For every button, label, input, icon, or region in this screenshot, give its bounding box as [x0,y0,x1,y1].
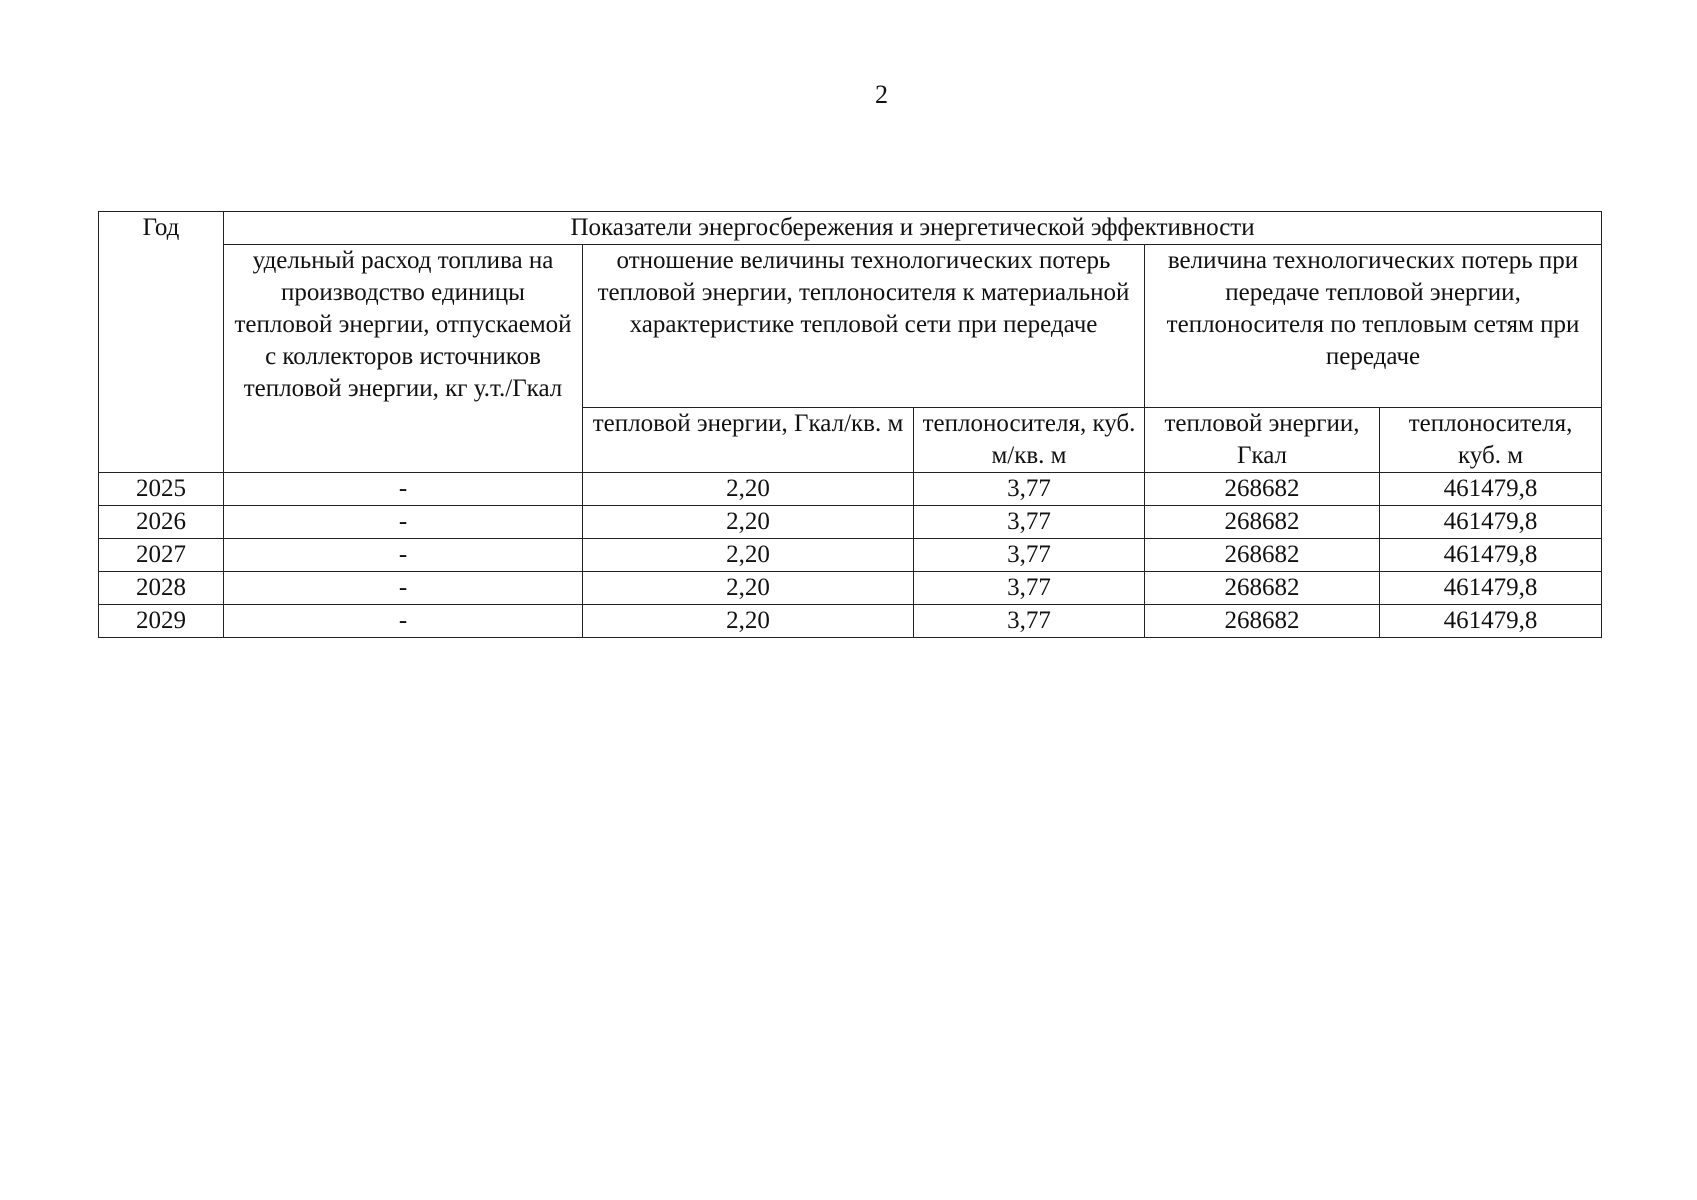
ratio-carrier-cell: 3,77 [914,605,1145,638]
table-row [99,473,1602,506]
table-row [99,605,1602,638]
fuel-cell: - [224,539,583,572]
table-header-row [99,212,1602,245]
losses-carrier-header: теплоносителя, куб. м [1380,408,1602,473]
loss-ratio-header: отношение величины технологических потерь тепловой энергии, теплоносителя к материальной характеристике тепловой сети при передаче [583,245,1145,408]
table-row [99,572,1602,605]
year-cell: 2026 [99,506,224,539]
ratio-heat-cell: 2,20 [583,473,914,506]
table-row [99,539,1602,572]
year-cell: 2028 [99,572,224,605]
losses-heat-cell: 268682 [1145,473,1380,506]
year-cell: 2027 [99,539,224,572]
losses-carrier-cell: 461479,8 [1380,572,1602,605]
losses-heat-cell: 268682 [1145,605,1380,638]
ratio-carrier-cell: 3,77 [914,506,1145,539]
technological-losses-header: величина технологических потерь при передаче тепловой энергии, теплоносителя по тепловым сетям при передаче [1145,245,1602,408]
year-cell: 2025 [99,473,224,506]
ratio-heat-cell: 2,20 [583,506,914,539]
losses-heat-cell: 268682 [1145,539,1380,572]
ratio-carrier-cell: 3,77 [914,473,1145,506]
losses-heat-header: тепловой энергии, Гкал [1145,408,1380,473]
table-row [99,506,1602,539]
ratio-heat-cell: 2,20 [583,572,914,605]
losses-heat-cell: 268682 [1145,506,1380,539]
ratio-heat-cell: 2,20 [583,605,914,638]
losses-carrier-cell: 461479,8 [1380,473,1602,506]
page-number: 2 [875,80,888,109]
losses-carrier-cell: 461479,8 [1380,506,1602,539]
losses-carrier-cell: 461479,8 [1380,539,1602,572]
fuel-consumption-header: удельный расход топлива на производство единицы тепловой энергии, отпускаемой с коллекторов источников тепловой энергии, кг у.т./Гкал [224,245,583,473]
year-column-header: Год [99,212,224,473]
ratio-heat-header: тепловой энергии, Гкал/кв. м [583,408,914,473]
ratio-carrier-cell: 3,77 [914,539,1145,572]
losses-heat-cell: 268682 [1145,572,1380,605]
fuel-cell: - [224,473,583,506]
fuel-cell: - [224,572,583,605]
fuel-cell: - [224,506,583,539]
table-subheader-row [99,245,1602,408]
year-cell: 2029 [99,605,224,638]
fuel-cell: - [224,605,583,638]
ratio-carrier-cell: 3,77 [914,572,1145,605]
ratio-carrier-header: теплоносителя, куб. м/кв. м [914,408,1145,473]
ratio-heat-cell: 2,20 [583,539,914,572]
energy-efficiency-table [98,211,1602,638]
main-indicators-header: Показатели энергосбережения и энергетической эффективности [224,212,1602,245]
losses-carrier-cell: 461479,8 [1380,605,1602,638]
